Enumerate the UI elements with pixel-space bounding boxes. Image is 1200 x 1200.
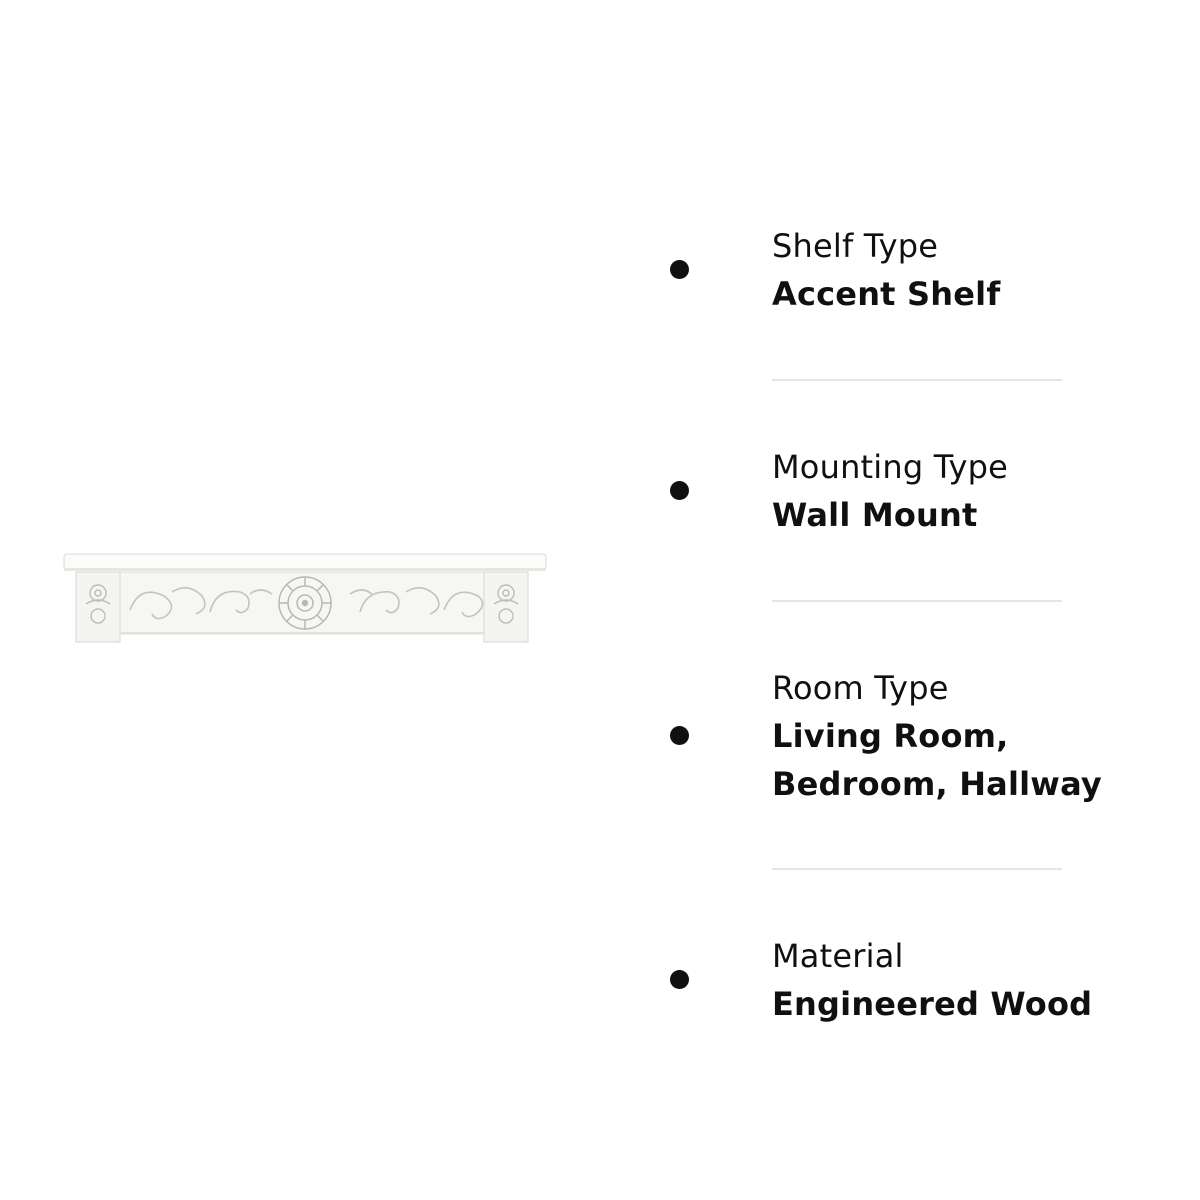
attribute-value: Accent Shelf bbox=[772, 275, 1001, 313]
bullet-icon bbox=[670, 481, 689, 500]
divider bbox=[772, 600, 1062, 602]
attribute-label: Shelf Type bbox=[772, 227, 939, 265]
bullet-icon bbox=[670, 726, 689, 745]
attribute-value: Living Room, Bedroom, Hallway bbox=[772, 717, 1102, 803]
attribute-label: Room Type bbox=[772, 669, 949, 707]
attribute-label: Mounting Type bbox=[772, 448, 1009, 486]
attribute-label: Material bbox=[772, 937, 904, 975]
attribute-value: Engineered Wood bbox=[772, 985, 1093, 1023]
bullet-icon bbox=[670, 970, 689, 989]
attribute-room-type bbox=[660, 664, 1120, 814]
attribute-mounting-type bbox=[660, 443, 1120, 543]
divider bbox=[772, 868, 1062, 870]
bullet-icon bbox=[670, 260, 689, 279]
divider bbox=[772, 379, 1062, 381]
product-image-shelf bbox=[60, 548, 550, 648]
attribute-shelf-type bbox=[660, 222, 1120, 322]
attribute-value: Wall Mount bbox=[772, 496, 978, 534]
attribute-material bbox=[660, 932, 1120, 1032]
